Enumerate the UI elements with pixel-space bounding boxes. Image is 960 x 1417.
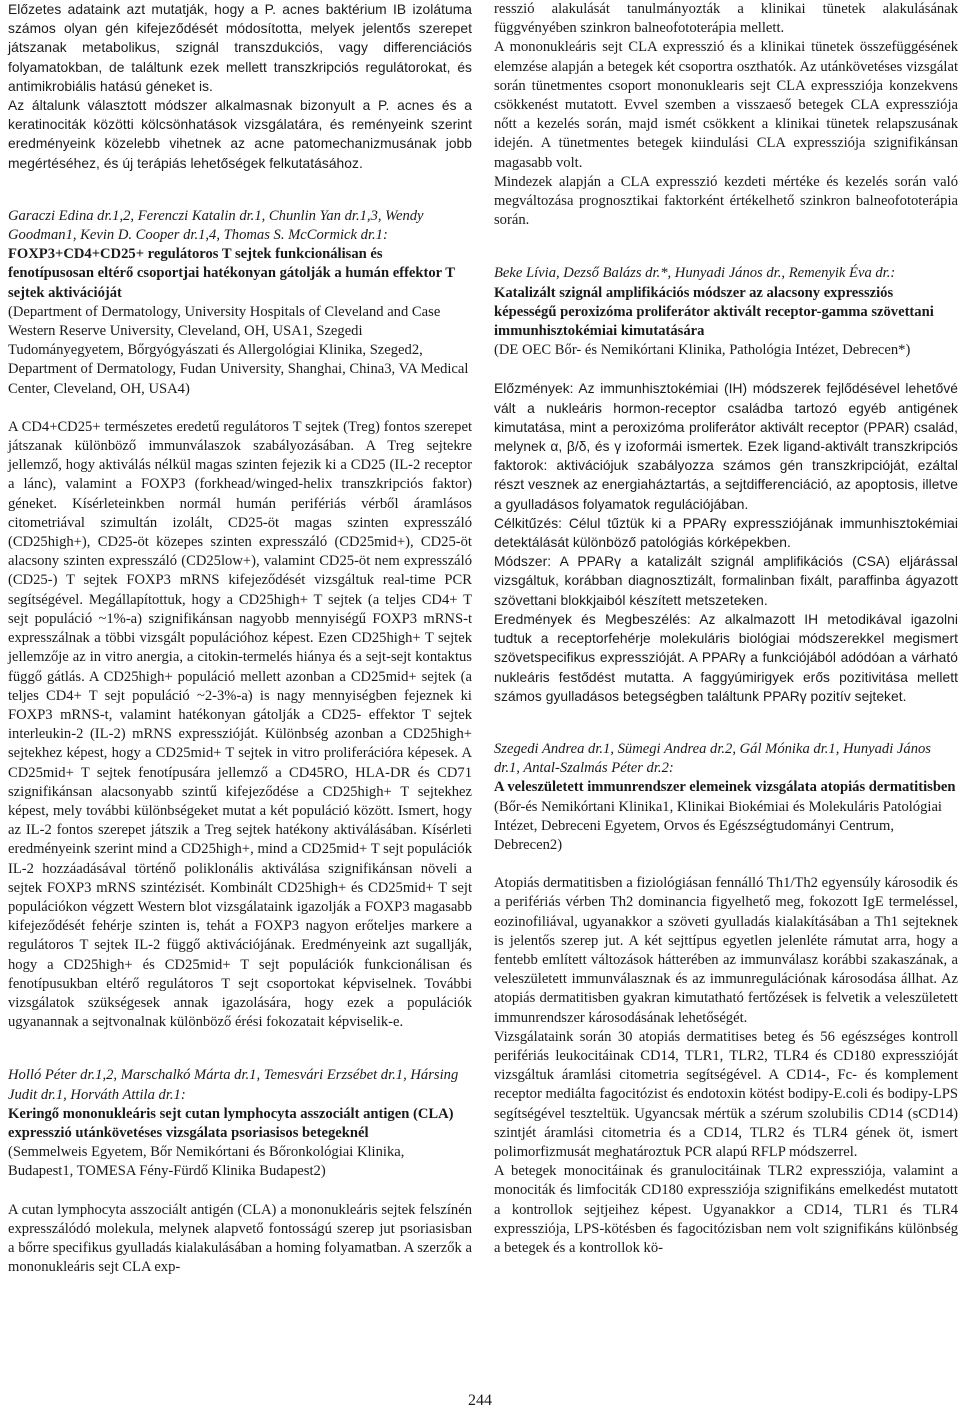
abstract-affiliation: (Bőr-és Nemikórtani Klinika1, Klinikai Biokémiai és Molekuláris Patológiai Intézet, Debreceni Egyetem, Orvos és Egészségtudományi Centrum, Debrecen2) — [494, 798, 942, 853]
abstract-garaczi — [8, 207, 472, 1033]
abstract-paragraph: Mindezek alapján a CLA expresszió kezdeti mértéke és kezelés során való megváltozása prognosztikai faktorként értékelhető szinkron balneofototerápia során. — [494, 173, 958, 229]
abstract-paragraph: Módszer: A PPARγ a katalizált szignál amplifikációs (CSA) eljárással vizsgáltuk, korábban diagnosztizált, formalinban fixált, paraffinba ágyazott szövettani blokkjaiból készített metszeteken. — [494, 554, 958, 608]
abstract-title: Katalizált szignál amplifikációs módszer az alacsony expressziós képességű peroxizóma proliferátor aktivált receptor-gamma szövettani immunhisztokémiai kimutatására — [494, 284, 934, 340]
abstract-body: A cutan lymphocyta asszociált antigén (CLA) a mononukleáris sejtek felszínén expresszálódó molekula, melynek alapvető fontosságú szerep jut psoriasisban a bőrre specifikus gyulladás kialakulásában a homing folyamatban. A szerzők a mononukleáris sejt CLA exp- — [8, 1201, 472, 1276]
abstract-paragraph: Eredmények és Megbeszélés: Az alkalmazott IH metodikával igazolni tudtuk a receptorfehérje molekuláris biológiai módszerekkel megismert szövetspecifikus expresszióját. A PPARγ a funkciójából adódóan a várható nukleáris festődést mutatta. A faggyúmirigyek erős pozitivitása mellett számos gyulladásos betegségben találtunk PPARγ pozitív sejteket. — [494, 611, 958, 704]
abstract-authors: Garaczi Edina dr.1,2, Ferenczi Katalin dr.1, Chunlin Yan dr.1,3, Wendy Goodman1, Kevin D. Cooper dr.1,4, Thomas S. McCormick dr.1: — [8, 207, 424, 244]
abstract-paragraph: Célkitűzés: Célul tűztük ki a PPARγ expressziójának immunhisztokémiai detektálását különböző patológiás kórképekben. — [494, 515, 958, 551]
abstract-title: A veleszületett immunrendszer elemeinek vizsgálata atopiás dermatitisben — [494, 779, 956, 796]
page-number: 244 — [468, 1392, 492, 1409]
right-column — [494, 0, 958, 1258]
abstract-title: FOXP3+CD4+CD25+ regulátoros T sejtek funkcionálisan és fenotípusosan eltérő csoportjai hatékonyan gátolják a humán effektor T sejtek aktivációját — [8, 246, 455, 301]
abstract-szegedi — [494, 740, 958, 1258]
abstract-beke — [494, 264, 958, 705]
abstract-body-continued: resszió alakulását tanulmányozták a klinikai tünetek alakulásának függvényében szinkron balneofototerápia mellett. — [494, 1, 958, 37]
intro-paragraph-1: Előzetes adataink azt mutatják, hogy a P. acnes baktérium IB izolátuma számos olyan gén kifejeződését módosította, melyek jelentős szerepet játszanak metabolikus, szignál transzdukciós, vagy differenciációs folyamatokban, de találtunk ezek mellett transzkripciós regulátorokat, és antimikrobiális hatású géneket is. — [8, 2, 472, 94]
abstract-authors: Holló Péter dr.1,2, Marschalkó Márta dr.1, Temesvári Erzsébet dr.1, Hársing Judit dr.1, Horváth Attila dr.1: — [8, 1067, 459, 1103]
abstract-paragraph: A mononukleáris sejt CLA expresszió és a klinikai tünetek összefüggésének elemzése alapján a betegek két csoportra oszthatók. Az utánkövetéses vizsgálat során tünetmentes csoport mononuklearis sejt CLA expressziója konzekvens csökkenést mutatott. Evvel szemben a visszaeső betegek CLA expressziója nőtt a kezelés során, majd ismét csökkent a klinikai tünetek relapszusának idején. A tünetmentes betegek kiindulási CLA expressziója szignifikánsan magasabb volt. — [494, 39, 958, 171]
abstract-paragraph: Atopiás dermatitisben a fiziológiásan fennálló Th1/Th2 egyensúly károsodik és a perifériás vérben Th2 dominancia figyelhető meg, fokozott IgE termeléssel, eozinofiliával, ugyanakkor a szöveti gyulladás kialakításában a Th1 sejteknek is jelentős szerep jut. A két sejttípus egyetlen jelenléte rámutat arra, hogy a fentebb említett változások hátterében az immunválasz korábbi szakaszának, a veleszületett immunválasznak és az immunregulációnak károsodása állhat. Az atopiás dermatitisben gyakran kimutatható fertőzések is felvetik a veleszületett immunrendszer károsodásának lehetőségét. — [494, 875, 958, 1026]
abstract-affiliation: (DE OEC Bőr- és Nemikórtani Klinika, Pathológia Intézet, Debrecen*) — [494, 342, 911, 359]
abstract-paragraph: Vizsgálataink során 30 atopiás dermatitises beteg és 56 egészséges kontroll perifériás leukocitáinak CD14, TLR1, TLR2, TLR4 és CD180 expresszióját vizsgáltuk áramlási citometria segítségével. A CD14-, Fc- és komplement receptor mediálta fagocitózist és endotoxin kötést bodipy-E.coli és bodipy-LPS segítségével teszteltük. Ugyancsak mértük a szérum szolubilis CD14 (sCD14) szintjét áramlási citometria és a CD14, TLR2 és TLR4 gének öt, ismert polimorfizmusát meghatároztuk PCR alapú RFLP módszerrel. — [494, 1028, 958, 1160]
abstract-hollo — [8, 1066, 472, 1277]
abstract-paragraph: A betegek monocitáinak és granulocitáinak TLR2 expressziója, valamint a monociták és limfociták CD180 expressziója szignifikáns emelkedést mutatott a kontrollok sejtjeihez képest. Ugyanakkor a CD14, TLR1 és TLR4 expressziója, LPS-kötésben és fagocitózisban nem volt szignifikáns különbség a betegek és a kontrollok kö- — [494, 1163, 958, 1256]
abstract-paragraph: Előzmények: Az immunhisztokémiai (IH) módszerek fejlődésével lehetővé vált a nukleáris hormon-receptor családba tartozó egyéb antigének kimutatása, mint a peroxizóma proliferátor aktivált receptor (PPAR) család, melynek α, β/δ, és γ izoformái ismertek. Ezek ligand-aktivált transzkripciós faktorok: aktivációjuk szabályozza számos gén transzkripcióját, ezáltal részt vesznek az energiaháztartás, a sejtdifferenciáció, az apoptosis, illetve a gyulladásos folyamatok regulációjában. — [494, 381, 958, 512]
abstract-affiliation: (Department of Dermatology, University Hospitals of Cleveland and Case Western Reserve University, Cleveland, OH, USA1, Szegedi Tudományegyetem, Bőrgyógyászati és Allergológiai Klinika, Szeged2, Department of Dermatology, Fudan University, Shanghai, China3, VA Medical Center, Cleveland, OH, USA4) — [8, 303, 469, 397]
abstract-body: A CD4+CD25+ természetes eredetű regulátoros T sejtek (Treg) fontos szerepet játszanak különböző immunválaszok szabályozásában. A Treg sejtekre jellemző, hogy aktiválás nélkül magas szinten fejezik ki a CD25 (IL-2 receptor a lánc), valamint a FOXP3 (forkhead/winged-helix transzkripciós faktor) géneket. Kísérleteinkben normál humán perifériás vérből áramlásos citometriával szimultán izolált, CD25-öt magas szinten expresszáló (CD25high+), CD25-öt közepes szinten expresszáló (CD25mid+), CD25-öt alacsony szinten expresszáló (CD25low+), valamint CD25-öt nem expresszáló (CD25-) T sejtek FOXP3 mRNS kifejeződését vizsgáltuk real-time PCR segítségével. Megállapítottuk, hogy a CD25high+ T sejtek (a teljes CD4+ T sejt populáció ~1%-a) szignifikánsan nagyobb mennyiségű FOXP3 mRNS-t expresszálnak a többi vizsgált populációhoz képest. Ezen CD25high+ T sejtek jellemzője az in vitro anergia, a citokin-termelés hiánya és a sejt-sejt kontaktus függő gátlás. A CD25high+ populáció mellett azonban a CD25mid+ sejtek (a teljes CD4+ T sejt populáció ~2-3%-a) is nagy mennyiségben fejeznek ki FOXP3 mRNS-t, valamint hatékonyan gátolják a CD25- effektor T sejtek interleukin-2 (IL-2) mRNS expresszióját. Különbség azonban a CD25high+ sejtekhez képest, hogy a CD25mid+ T sejtek in vitro proliferációra képesek. A CD25mid+ T sejtek fenotípusára jellemző a CD45RO, HLA-DR és CD71 szignifikánsan alacsonyabb szintű kifejeződése a CD25high+ T sejtekhez képest, mely további különbségeket mutat a két populáció között. Ismert, hogy az IL-2 fontos szerepet játszik a Treg sejtek hatékony aktiválásában. Kísérleti eredményeink szerint mind a CD25high+, mind a CD25mid+ T sejt populációk IL-2 hozzáadásával történő poliklonális aktiválása szignifikánsan növeli a sejtek FOXP3 mRNS szintézisét. Kombinált CD25high+ és CD25mid+ T sejt populációkon végzett Western blot vizsgálataink igazolják a FOXP3 magasabb kifejeződését fehérje szinten is, tehát a FOXP3 nagyon erőteljes markere a regulátoros T sejtek IL-2 függő aktivációjának. Eredményeink azt sugallják, hogy a CD25high+ és CD25mid+ T sejt populációk funkcionálisan és fenotípusukban eltérő regulátoros T sejt csoportokat képviselnek. További vizsgálatok szükségesek annak igazolására, hogy ezek a populációk ugyanannak a sejtvonalnak különböző érési fokozatait képviselik-e. — [8, 418, 472, 1031]
abstract-affiliation: (Semmelweis Egyetem, Bőr Nemikórtani és Bőronkológiai Klinika, Budapest1, TOMESA Fény-Fürdő Klinika Budapest2) — [8, 1144, 405, 1180]
intro-paragraph-2: Az általunk választott módszer alkalmasnak bizonyult a P. acnes és a keratinociták közötti kölcsönhatások vizsgálatára, és reményeink szerint eredményeink közelebb vihetnek az acne patomechanizmusának jobb megértéséhez, és új terápiás lehetőségek felkutatásához. — [8, 98, 472, 171]
abstract-authors: Szegedi Andrea dr.1, Sümegi Andrea dr.2, Gál Mónika dr.1, Hunyadi János dr.1, Antal-Szalmás Péter dr.2: — [494, 740, 931, 777]
abstract-authors: Beke Lívia, Dezső Balázs dr.*, Hunyadi János dr., Remenyik Éva dr.: — [494, 265, 896, 282]
left-column — [8, 0, 472, 1277]
abstract-title: Keringő mononukleáris sejt cutan lymphocyta asszociált antigen (CLA) expresszió utánkövetéses vizsgálata psoriasisos betegeknél — [8, 1105, 454, 1141]
